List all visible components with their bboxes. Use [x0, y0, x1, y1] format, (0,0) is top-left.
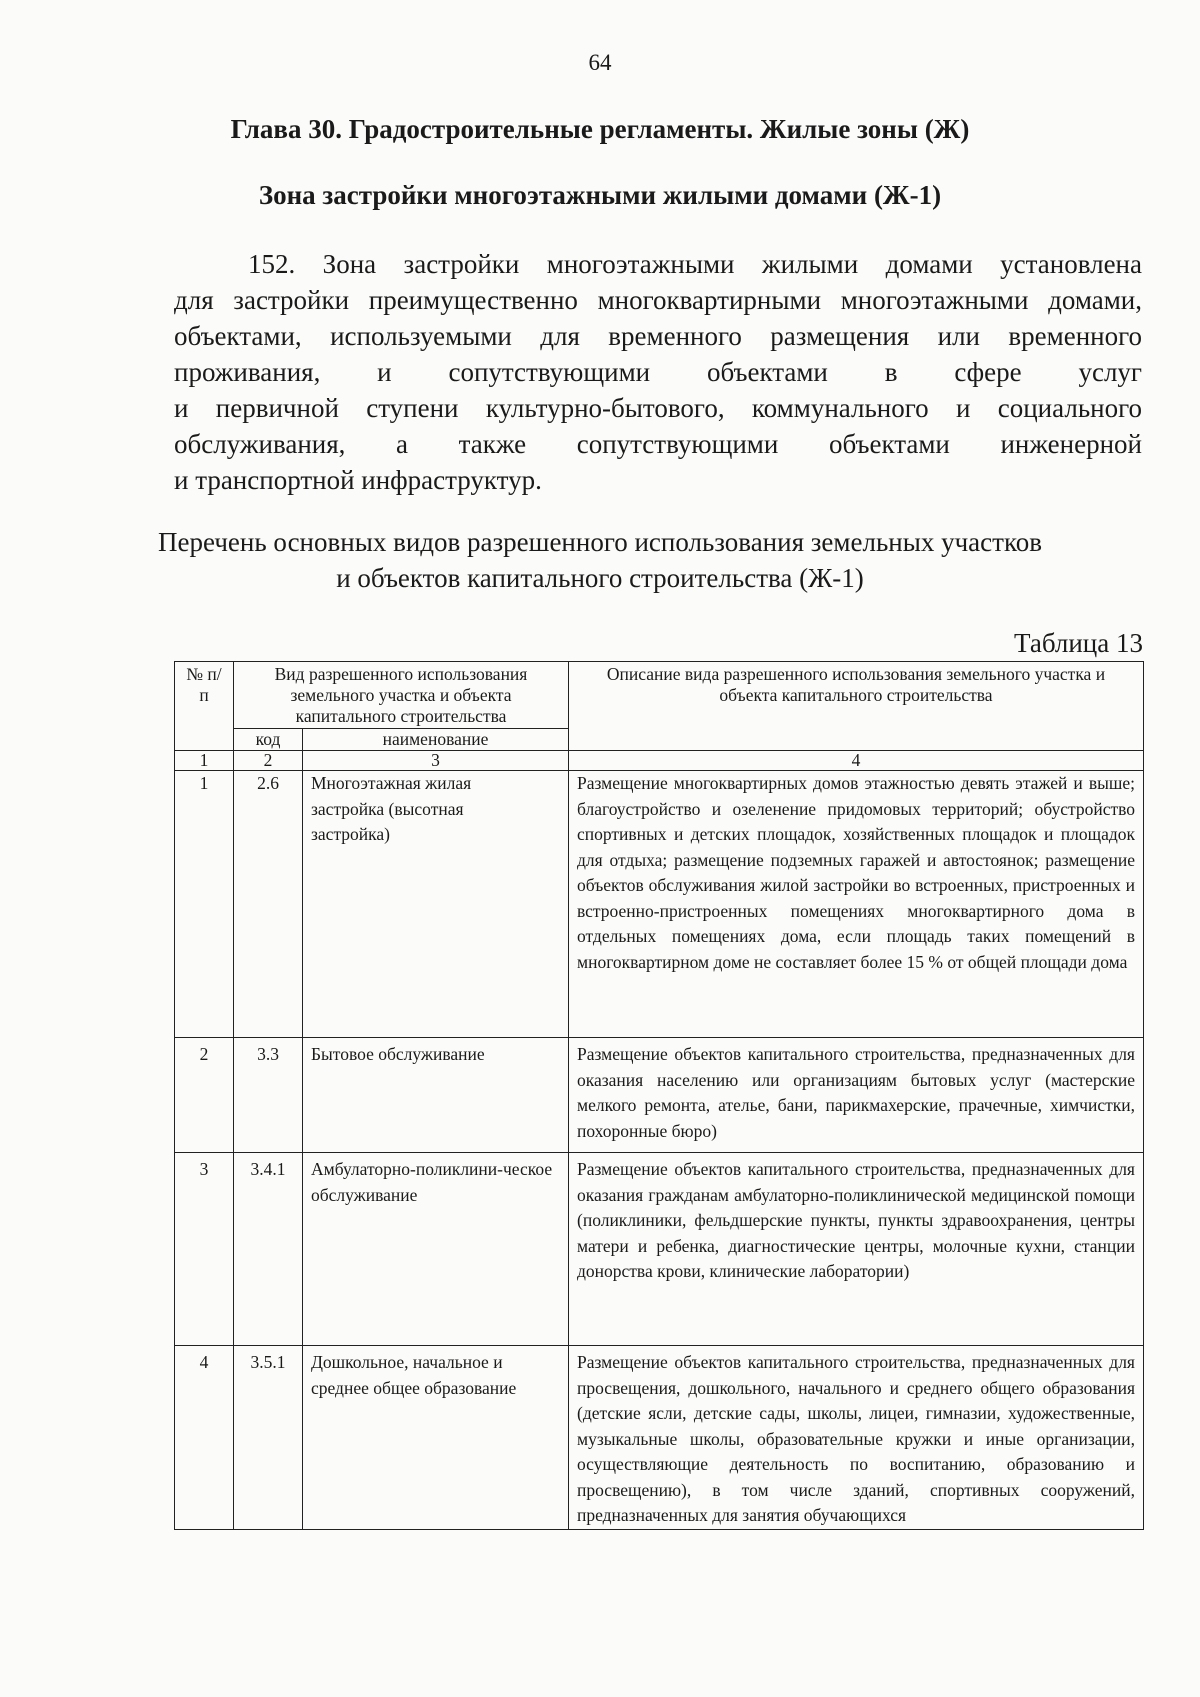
row-num: 3 — [175, 1153, 234, 1346]
row-num: 2 — [175, 1038, 234, 1153]
table-row — [175, 1153, 1144, 1346]
column-number: 3 — [303, 751, 569, 771]
zone-title: Зона застройки многоэтажными жилыми домами (Ж-1) — [258, 180, 942, 210]
table-header-row — [175, 662, 1144, 729]
page-number: 64 — [588, 50, 612, 75]
intro-line: проживания, и сопутствующими объектами в сфере услуг — [174, 357, 1142, 387]
table-row — [175, 1346, 1144, 1530]
intro-line: и транспортной инфраструктур. — [174, 465, 542, 495]
column-number: 4 — [569, 751, 1144, 771]
row-code: 2.6 — [234, 771, 303, 1038]
row-description: Размещение объектов капитального строительства, предназначенных для просвещения, дошкольного, начального и среднего общего образования (детские ясли, детские сады, школы, лицеи, гимназии, художественные, музыкальные школы, образовательные кружки и иные организации, осуществляющие деятельность по воспитанию, образованию и просвещению), в том числе зданий, спортивных сооружений, предназначенных для занятия обучающихся — [569, 1346, 1144, 1530]
table-row — [175, 771, 1144, 1038]
intro-line: и первичной ступени культурно-бытового, коммунального и социального — [174, 393, 1142, 423]
header-name: наименование — [303, 729, 569, 751]
regulations-table — [174, 661, 1144, 1530]
row-description: Размещение объектов капитального строительства, предназначенных для оказания населению или организациям бытовых услуг (мастерские мелкого ремонта, ателье, бани, парикмахерские, прачечные, химчистки, похоронные бюро) — [569, 1038, 1144, 1153]
chapter-title: Глава 30. Градостроительные регламенты. Жилые зоны (Ж) — [230, 114, 970, 144]
row-name: Дошкольное, начальное и среднее общее образование — [303, 1346, 569, 1530]
header-num: № п/п — [175, 662, 234, 751]
intro-line: обслуживания, а также сопутствующими объектами инженерной — [174, 429, 1142, 459]
row-name: Многоэтажная жилая застройка (высотная застройка) — [303, 771, 569, 1038]
table-row — [175, 1038, 1144, 1153]
intro-line: 152. Зона застройки многоэтажными жилыми домами установлена — [248, 249, 1142, 279]
intro-paragraph — [174, 246, 1142, 498]
intro-line: для застройки преимущественно многоквартирными многоэтажными домами, — [174, 285, 1142, 315]
row-description: Размещение объектов капитального строительства, предназначенных для оказания гражданам амбулаторно-поликлинической медицинской помощи (поликлиники, фельдшерские пункты, пункты здравоохранения, центры матери и ребенка, диагностические центры, молочные кухни, станции донорства крови, клинические лаборатории) — [569, 1153, 1144, 1346]
header-code: код — [234, 729, 303, 751]
table-caption: Таблица 13 — [1014, 628, 1143, 658]
list-title — [0, 524, 1200, 596]
header-kind: Вид разрешенного использования земельного участка и объекта капитального строительства — [234, 662, 569, 729]
row-num: 1 — [175, 771, 234, 1038]
row-code: 3.4.1 — [234, 1153, 303, 1346]
column-number: 1 — [175, 751, 234, 771]
row-name: Амбулаторно-поликлини-ческое обслуживание — [303, 1153, 569, 1346]
row-num: 4 — [175, 1346, 234, 1530]
row-code: 3.5.1 — [234, 1346, 303, 1530]
list-title-line: Перечень основных видов разрешенного использования земельных участков — [158, 527, 1042, 557]
row-code: 3.3 — [234, 1038, 303, 1153]
intro-line: объектами, используемыми для временного размещения или временного — [174, 321, 1142, 351]
column-number: 2 — [234, 751, 303, 771]
list-title-line: и объектов капитального строительства (Ж-1) — [336, 563, 864, 593]
header-description: Описание вида разрешенного использования земельного участка и объекта капитального строительства — [569, 662, 1144, 751]
row-name: Бытовое обслуживание — [303, 1038, 569, 1153]
column-numbers-row — [175, 751, 1144, 771]
row-description: Размещение многоквартирных домов этажностью девять этажей и выше; благоустройство и озеленение придомовых территорий; обустройство спортивных и детских площадок, хозяйственных площадок и площадок для отдыха; размещение подземных гаражей и автостоянок; размещение объектов обслуживания жилой застройки во встроенных, пристроенных и встроенно-пристроенных помещениях многоквартирного дома в отдельных помещениях дома, если площадь таких помещений в многоквартирном доме не составляет более 15 % от общей площади дома — [569, 771, 1144, 1038]
